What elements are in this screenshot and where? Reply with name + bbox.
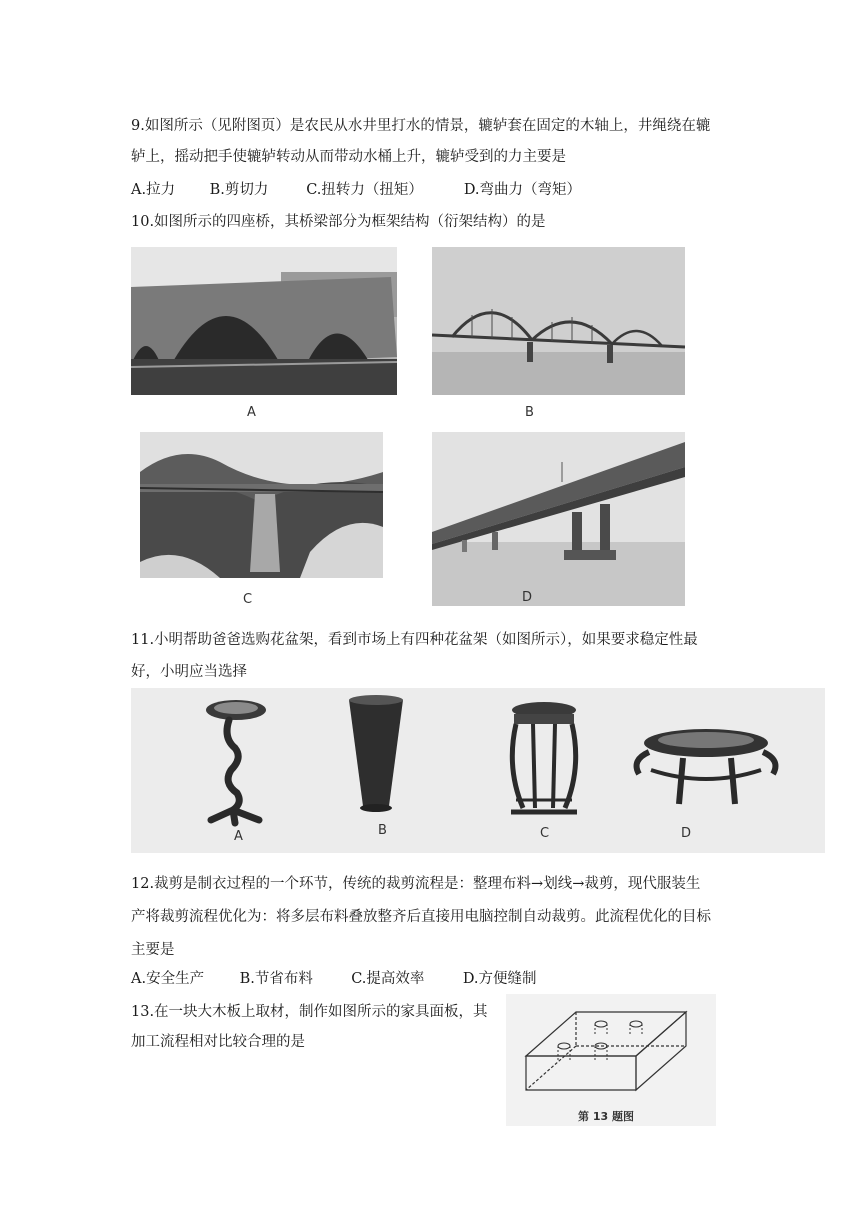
q12-options — [131, 969, 537, 989]
q9-option-c: C.扭转力（扭矩） — [306, 182, 423, 198]
bridge-label-a: A — [247, 405, 256, 420]
q12-option-a: A.安全生产 — [131, 971, 205, 987]
q13-figure — [506, 994, 716, 1126]
q9-options — [131, 180, 581, 200]
q13-text-line2: 加工流程相对比较合理的是 — [131, 1034, 305, 1050]
q9-text-line1: 9.如图所示（见附图页）是农民从水井里打水的情景，辘轳套在固定的木轴上，井绳绕在辘 — [131, 118, 711, 134]
q12-option-c: C.提高效率 — [351, 971, 425, 987]
stand-label-c: C — [540, 826, 550, 841]
q12-text-line3: 主要是 — [131, 942, 175, 958]
bridge-label-d: D — [522, 590, 533, 605]
stand-label-d: D — [681, 826, 692, 841]
q13-figure-caption: 第 13 题图 — [578, 1110, 634, 1123]
bridge-photo-c — [140, 432, 383, 578]
bridge-label-c: C — [243, 592, 253, 607]
q10-text: 10.如图所示的四座桥，其桥梁部分为框架结构（衍架结构）的是 — [131, 214, 546, 230]
q11-text-line2: 好，小明应当选择 — [131, 664, 247, 680]
stand-label-b: B — [378, 823, 387, 838]
q9-option-d: D.弯曲力（弯矩） — [463, 182, 582, 198]
stand-label-a: A — [234, 829, 243, 844]
q13-text-line1: 13.在一块大木板上取材，制作如图所示的家具面板，其 — [131, 1004, 488, 1020]
q12-option-b: B.节省布料 — [239, 971, 313, 987]
q9-option-a: A.拉力 — [131, 182, 176, 198]
bridge-photo-d — [432, 432, 685, 606]
q12-text-line1: 12.裁剪是制衣过程的一个环节，传统的裁剪流程是：整理布料→划线→裁剪，现代服装生 — [131, 876, 701, 892]
q9-text-line2: 轳上，摇动把手使辘轳转动从而带动水桶上升，辘轳受到的力主要是 — [131, 149, 566, 165]
q9-option-b: B.剪切力 — [209, 182, 269, 198]
q11-text-line1: 11.小明帮助爸爸选购花盆架，看到市场上有四种花盆架（如图所示），如果要求稳定性最 — [131, 632, 698, 648]
bridge-photo-a — [131, 247, 397, 395]
q12-text-line2: 产将裁剪流程优化为：将多层布料叠放整齐后直接用电脑控制自动裁剪。此流程优化的目标 — [131, 909, 711, 925]
q12-option-d: D.方便缝制 — [462, 971, 537, 987]
bridge-label-b: B — [525, 405, 534, 420]
bridge-photo-b — [432, 247, 685, 395]
